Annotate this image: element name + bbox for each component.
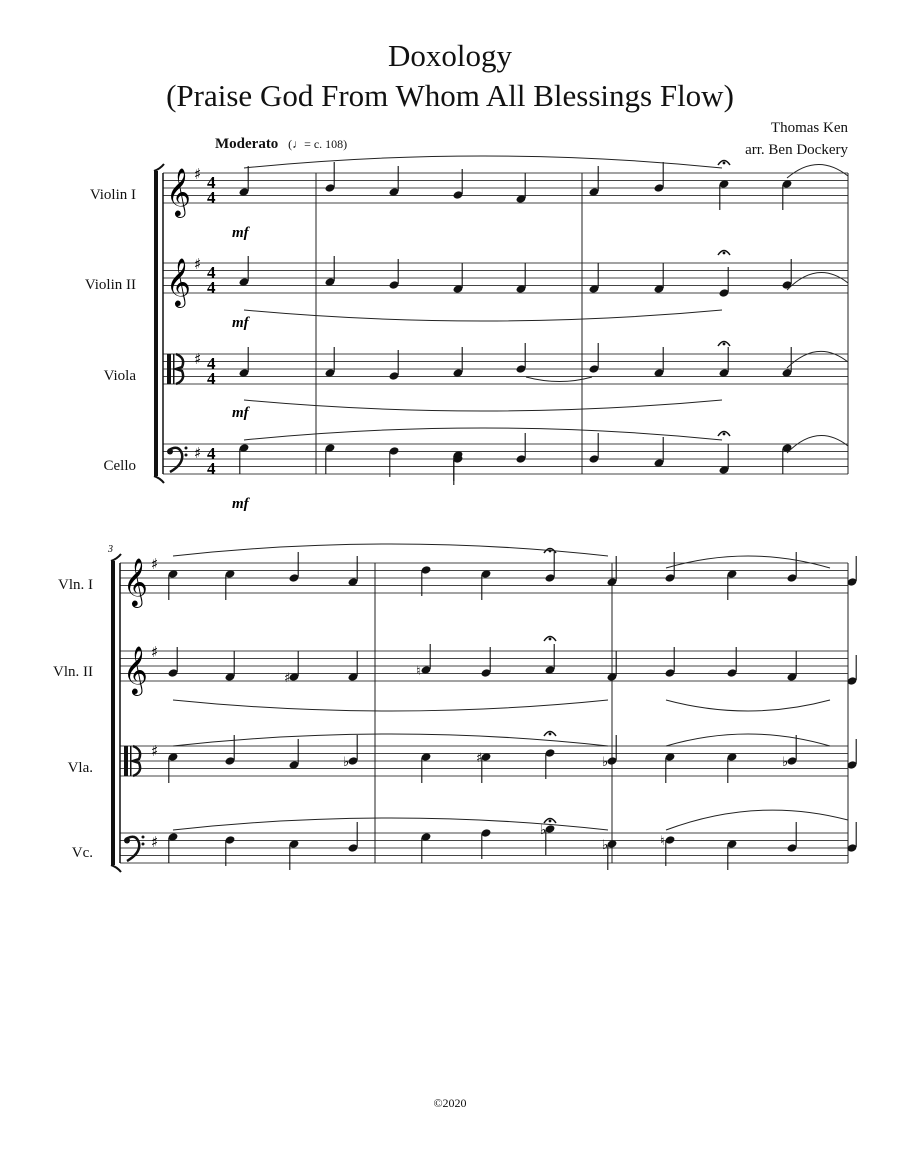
sharp-icon: ♯ (151, 833, 159, 851)
fermata-icon (549, 820, 552, 823)
metronome-mark: (♩= c. 108) (288, 137, 348, 151)
flat-icon: ♭ (782, 755, 789, 770)
sharp-icon: ♯ (151, 643, 159, 661)
fermata-icon (549, 733, 552, 736)
alto-clef-icon (167, 354, 171, 384)
sharp-icon: ♯ (194, 165, 202, 183)
time-signature-top: 4 (207, 444, 216, 463)
system-bracket (154, 476, 164, 483)
arranger-credit: arr. Ben Dockery (745, 142, 848, 158)
bass-clef-icon (185, 447, 188, 450)
instrument-label-vln-2: Vln. II (53, 664, 93, 680)
flat-icon: ♭ (540, 823, 547, 838)
instrument-label-violin-2: Violin II (84, 277, 136, 293)
time-signature-bottom: 4 (207, 369, 216, 388)
slur (244, 156, 722, 168)
system-bracket (154, 164, 164, 171)
score-subtitle: (Praise God From Whom All Blessings Flow) (166, 78, 734, 113)
treble-clef-icon: 𝄞 (166, 167, 191, 216)
instrument-label-cello: Cello (103, 458, 136, 474)
system-bracket (111, 554, 121, 561)
dynamic-violin-1: mf (232, 225, 249, 241)
bass-clef-icon (142, 843, 145, 846)
sharp-icon: ♯ (476, 751, 483, 766)
bass-clef-icon (185, 454, 188, 457)
system-bracket (154, 171, 158, 476)
dynamic-viola: mf (232, 405, 249, 421)
flat-icon: ♭ (602, 838, 609, 853)
dynamic-cello: mf (232, 496, 249, 512)
instrument-label-vln-1: Vln. I (58, 577, 93, 593)
copyright: ©2020 (433, 1096, 467, 1110)
treble-clef-icon: 𝄞 (123, 557, 148, 606)
instrument-label-violin-1: Violin I (89, 187, 136, 203)
tempo-label: Moderato (215, 136, 279, 152)
natural-icon: ♮ (416, 664, 421, 679)
time-signature-bottom: 4 (207, 278, 216, 297)
time-signature-bottom: 4 (207, 459, 216, 478)
slur (173, 734, 608, 746)
time-signature-top: 4 (207, 173, 216, 192)
bass-clef-icon (142, 836, 145, 839)
instrument-label-viola: Viola (103, 368, 136, 384)
time-signature-bottom: 4 (207, 188, 216, 207)
alto-clef-icon (124, 746, 128, 776)
slur (666, 810, 848, 830)
dynamic-violin-2: mf (232, 315, 249, 331)
slur (666, 700, 830, 711)
flat-icon: ♭ (602, 755, 609, 770)
instrument-label-vla: Vla. (67, 760, 93, 776)
sharp-icon: ♯ (194, 350, 202, 368)
fermata-icon (723, 252, 726, 255)
flat-icon: ♭ (343, 755, 350, 770)
slur (173, 700, 608, 711)
natural-icon: ♮ (660, 834, 665, 849)
fermata-icon (723, 162, 726, 165)
sharp-icon: ♯ (151, 555, 159, 573)
sharp-icon: ♯ (151, 742, 159, 760)
quarter-note-icon: ♩ (292, 137, 305, 151)
score-title: Doxology (388, 38, 512, 73)
fermata-icon (723, 433, 726, 436)
metronome-value: = c. 108 (304, 137, 344, 151)
time-signature-top: 4 (207, 263, 216, 282)
slur (173, 544, 608, 556)
fermata-icon (549, 638, 552, 641)
system-bracket (111, 865, 121, 872)
slur (787, 164, 848, 178)
bass-clef-icon (167, 449, 173, 455)
fermata-icon (723, 343, 726, 346)
slur (787, 273, 848, 290)
composer-credit: Thomas Ken (770, 120, 848, 136)
system-bracket (111, 561, 115, 865)
treble-clef-icon: 𝄞 (123, 645, 148, 694)
sharp-icon: ♯ (194, 255, 202, 273)
bass-clef-icon (124, 838, 130, 844)
slur (666, 556, 830, 568)
instrument-label-vc: Vc. (71, 845, 93, 861)
sharp-icon: ♯ (284, 671, 291, 686)
time-signature-top: 4 (207, 354, 216, 373)
slur (666, 734, 830, 746)
measure-number: 3 (108, 544, 113, 555)
treble-clef-icon: 𝄞 (166, 257, 191, 306)
sharp-icon: ♯ (194, 444, 202, 462)
